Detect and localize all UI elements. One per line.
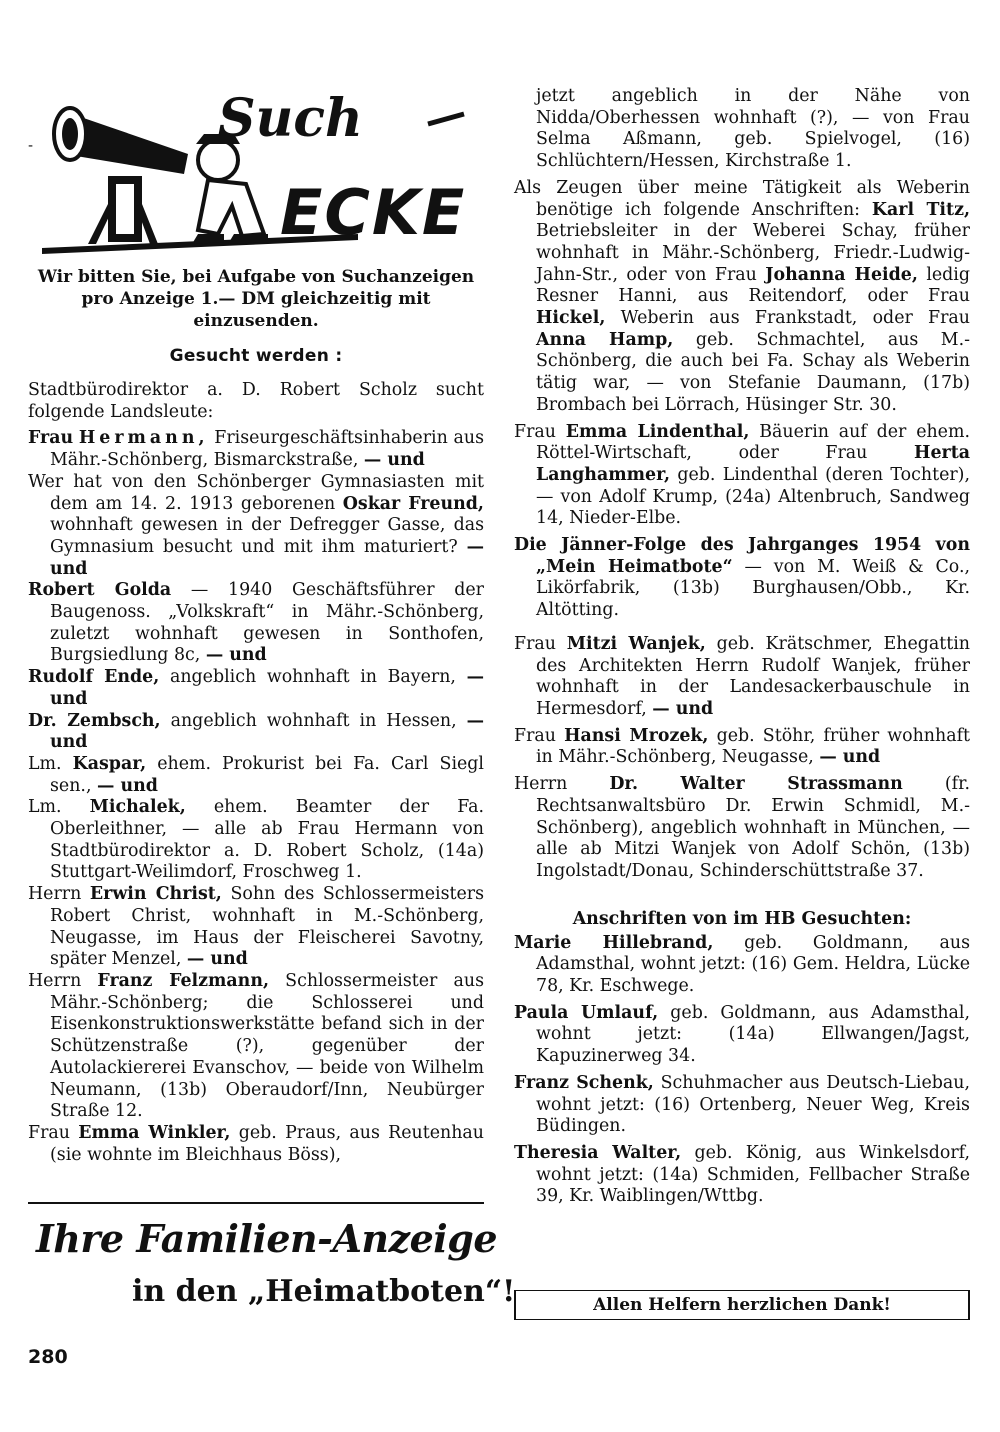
thanks-box: Allen Helfern herzlichen Dank! <box>514 1290 970 1320</box>
entry-ende: Rudolf Ende, angeblich wohnhaft in Bayern, — und <box>28 667 484 709</box>
entry-freund: Wer hat von den Schönberger Gymnasiasten mit dem am 14. 2. 1913 geborenen Oskar Freund, wohnhaft gewesen in der Defregger Gasse, das Gymnasium besucht und mit ihm maturiert? — und <box>28 471 484 579</box>
page-number: 280 <box>28 1346 68 1368</box>
family-ad <box>28 1212 516 1322</box>
ad-script-title: Ihre Familien-Anzeige <box>36 1216 497 1261</box>
address-schenk: Franz Schenk, Schuhmacher aus Deutsch-Liebau, wohnt jetzt: (16) Ortenberg, Neuer Weg, Kreis Büdingen. <box>514 1072 970 1137</box>
continuation-paragraph: jetzt angeblich in der Nähe von Nidda/Oberhessen wohnhaft (?), — von Frau Selma Aßmann, geb. Spielvogel, (16) Schlüchtern/Hessen, Kirchstraße 1. <box>536 86 970 172</box>
entry-strassmann: Herrn Dr. Walter Strassmann (fr. Rechtsanwaltsbüro Dr. Erwin Schmidl, M.-Schönberg), angeblich wohnhaft in München, — alle ab Mitzi Wanjek von Adolf Schön, (13b) Ingolstadt/Donau, Schinderschüttstraße 37. <box>514 774 970 881</box>
address-umlauf: Paula Umlauf, geb. Goldmann, aus Adamsthal, wohnt jetzt: (14a) Ellwangen/Jagst, Kapuzinerweg 34. <box>514 1002 970 1067</box>
entry-felzmann: Herrn Franz Felzmann, Schlossermeister aus Mähr.-Schönberg; die Schlosserei und Eisenkonstruktionswerkstätte befand sich in der Schützenstraße (?), gegenüber der Autolackiererei Evanschov, — beide von Wilhelm Neumann, (13b) Oberaudorf/Inn, Neubürger Straße 12. <box>28 970 484 1122</box>
intro-paragraph: Stadtbürodirektor a. D. Robert Scholz sucht folgende Landsleute: <box>28 380 484 422</box>
entry-lindenthal: Frau Emma Lindenthal, Bäuerin auf der ehem. Röttel-Wirtschaft, oder Frau Herta Langhammer, geb. Lindenthal (deren Tochter), — von Adolf Krump, (24a) Altenbruch, Sandweg 14, Nieder-Elbe. <box>514 421 970 529</box>
entry-kaspar: Lm. Kaspar, ehem. Prokurist bei Fa. Carl Siegl sen., — und <box>28 753 484 796</box>
logo-script-word: Such <box>218 88 363 149</box>
entry-zembsch: Dr. Zembsch, angeblich wohnhaft in Hessen, — und <box>28 710 485 753</box>
ad-divider <box>28 1202 484 1204</box>
entry-mrozek: Frau Hansi Mrozek, geb. Stöhr, früher wohnhaft in Mähr.-Schönberg, Neugasse, — und <box>514 725 970 768</box>
address-hillebrand: Marie Hillebrand, geb. Goldmann, aus Adamsthal, wohnt jetzt: (16) Gem. Heldra, Lücke 78, Kr. Eschwege. <box>514 932 970 997</box>
logo-block-word: ECKE <box>280 176 467 249</box>
svg-text:-: - <box>28 138 34 154</box>
entry-wanjek: Frau Mitzi Wanjek, geb. Krätschmer, Ehegattin des Architekten Herrn Rudolf Wanjek, früher wohnhaft in der Landesackerbauschule in Hermesdorf, — und <box>514 633 970 719</box>
fee-notice: Wir bitten Sie, bei Aufgabe von Suchanzeigen pro Anzeige 1.— DM gleichzeitig mit einzusenden. <box>37 267 475 331</box>
section-heading: Gesucht werden : <box>169 346 343 366</box>
left-column <box>28 84 484 1166</box>
telescope-figure-icon <box>28 84 484 260</box>
address-walter: Theresia Walter, geb. König, aus Winkelsdorf, wohnt jetzt: (14a) Schmiden, Fellbacher Straße 39, Kr. Waiblingen/Wttbg. <box>514 1142 970 1207</box>
entry-jaenner-folge: Die Jänner-Folge des Jahrganges 1954 von „Mein Heimatbote“ — von M. Weiß & Co., Likörfabrik, (13b) Burghausen/Obb., Kr. Altötting. <box>514 535 970 621</box>
ad-subtitle: in den „Heimatboten“! <box>132 1274 516 1309</box>
entry-titz: Als Zeugen über meine Tätigkeit als Weberin benötige ich folgende Anschriften: Karl Titz, Betriebsleiter in der Weberei Schay, früher wohnhaft in Mähr.-Schönberg, Friedr.-Ludwig-Jahn-Str., oder von Frau Johanna Heide, ledig Resner Hanni, aus Reitendorf, oder Frau Hickel, Weberin aus Frankstadt, oder Frau Anna Hamp, geb. Schmachtel, aus M.-Schönberg, die auch bei Fa. Schay als Weberin tätig war, — von Stefanie Daumann, (17b) Brombach bei Lörrach, Hüsinger Str. 30. <box>514 177 970 415</box>
such-ecke-logo <box>28 84 484 260</box>
entry-hermann: Frau Hermann, Friseurgeschäftsinhaberin aus Mähr.-Schönberg, Bismarckstraße, — und <box>28 428 484 471</box>
entry-michalek: Lm. Michalek, ehem. Beamter der Fa. Oberleithner, — alle ab Frau Hermann von Stadtbürodirektor a. D. Robert Scholz, (14a) Stuttgart-Weilimdorf, Froschweg 1. <box>28 797 484 883</box>
entry-winkler: Frau Emma Winkler, geb. Praus, aus Reutenhau (sie wohnte im Bleichhaus Böss), <box>28 1122 484 1165</box>
entry-golda: Robert Golda — 1940 Geschäftsführer der Baugenoss. „Volkskraft“ in Mähr.-Schönberg, zuletzt wohnhaft gewesen in Sonthofen, Burgsiedlung 8c, — und <box>28 580 484 666</box>
right-column <box>514 86 970 1208</box>
addresses-heading: Anschriften von im HB Gesuchten: <box>572 908 912 929</box>
entry-christ: Herrn Erwin Christ, Sohn des Schlossermeisters Robert Christ, wohnhaft in M.-Schönberg, Neugasse, im Haus der Fleischerei Savotny, später Menzel, — und <box>28 884 485 970</box>
